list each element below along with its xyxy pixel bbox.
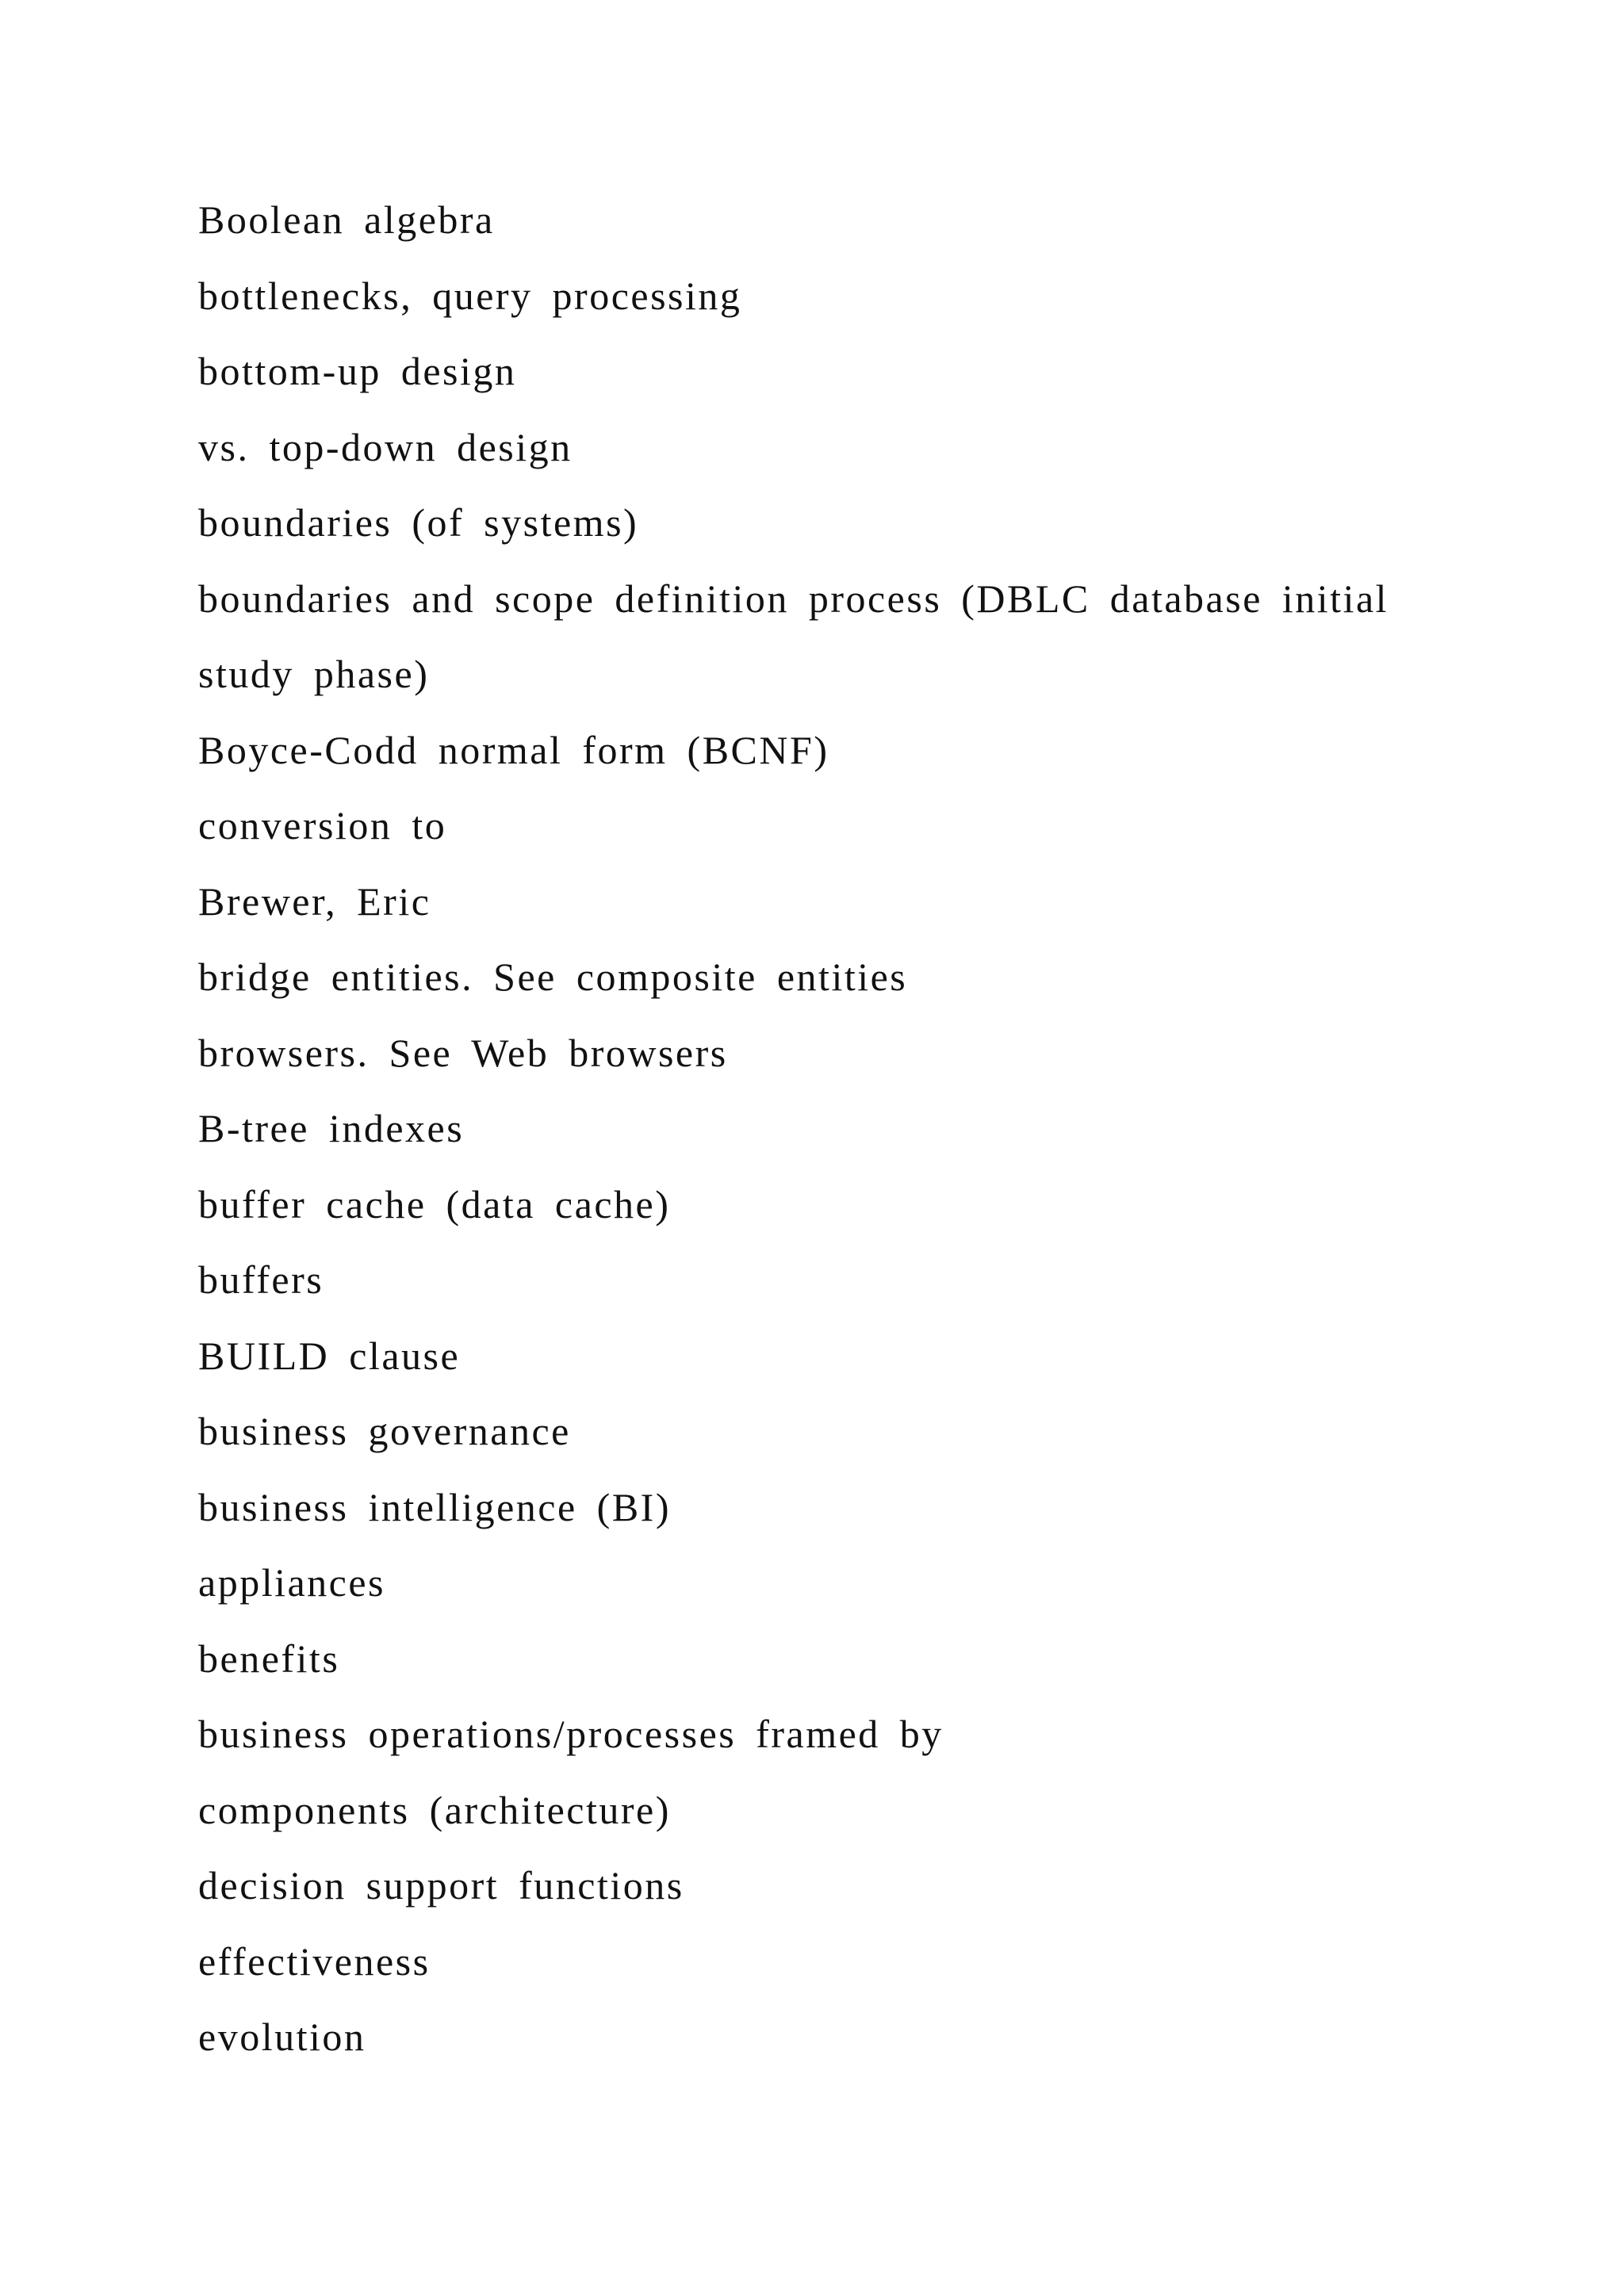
index-entry: business intelligence (BI) (198, 1484, 671, 1529)
index-entry: Boolean algebra (198, 197, 495, 242)
index-entry: business operations/processes framed by (198, 1712, 944, 1756)
index-entry: buffers (198, 1257, 324, 1302)
index-entry: bridge entities. See composite entities (198, 955, 908, 999)
index-entry: conversion to (198, 803, 447, 848)
index-entry: vs. top-down design (198, 424, 573, 469)
index-entry: benefits (198, 1636, 340, 1681)
index-entry: boundaries (of systems) (198, 500, 639, 545)
index-entry: B-tree indexes (198, 1106, 465, 1150)
index-entry: buffer cache (data cache) (198, 1181, 671, 1226)
index-entry: Boyce-Codd normal form (BCNF) (198, 727, 829, 772)
index-entry: boundaries and scope definition process (DBLC database initial study phase) (198, 576, 1389, 696)
index-entry: bottlenecks, query processing (198, 273, 742, 318)
index-entry: business governance (198, 1409, 571, 1453)
index-entry: BUILD clause (198, 1333, 461, 1378)
index-entry: bottom-up design (198, 349, 517, 393)
index-entry-list (198, 182, 1435, 2076)
index-entry: evolution (198, 2015, 366, 2059)
index-entry: appliances (198, 1560, 386, 1605)
index-entry: Brewer, Eric (198, 878, 431, 924)
index-entry: browsers. See Web browsers (198, 1030, 728, 1075)
index-entry: decision support functions (198, 1863, 684, 1908)
index-entry: components (architecture) (198, 1787, 671, 1832)
index-entry: effectiveness (198, 1938, 431, 1984)
